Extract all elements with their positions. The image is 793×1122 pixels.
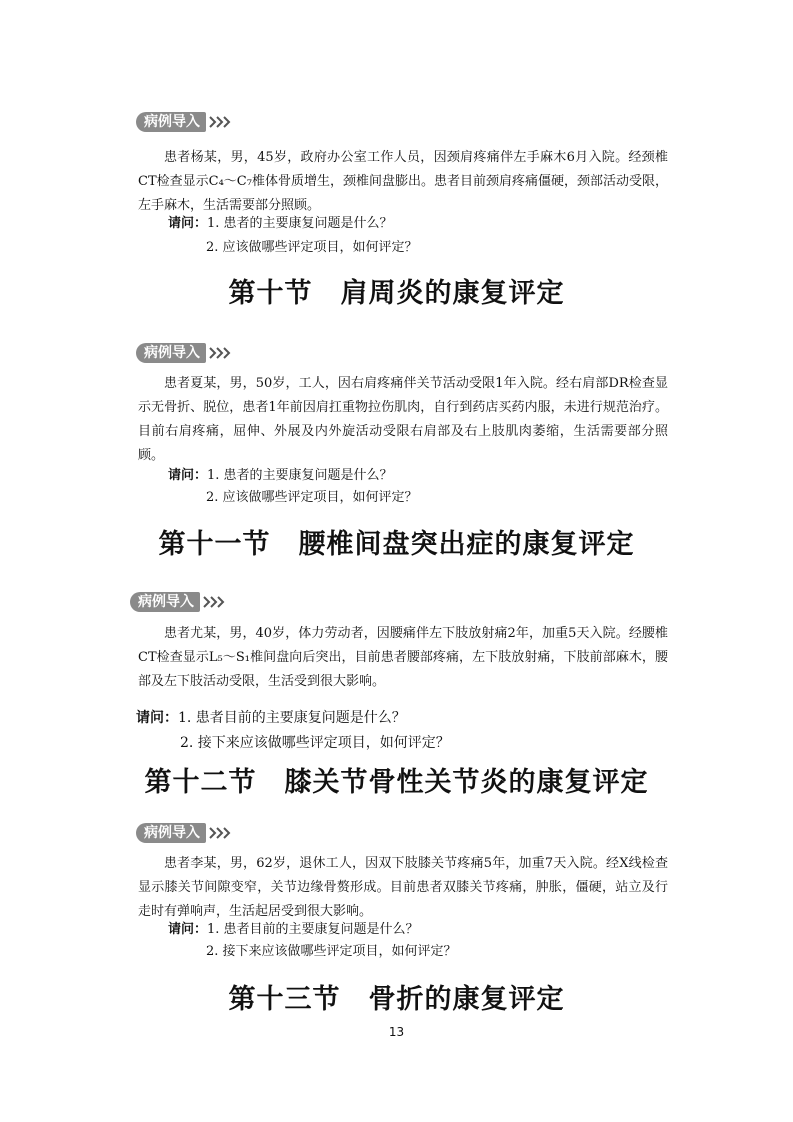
chevron-right-icon: [208, 115, 234, 129]
question-text: 1. 患者的主要康复问题是什么？: [207, 468, 393, 483]
chevron-right-icon: [208, 826, 234, 840]
question-text: 2. 应该做哪些评定项目，如何评定？: [206, 490, 418, 505]
question-text: 2. 接下来应该做哪些评定项目，如何评定？: [180, 735, 450, 751]
question-text: 1. 患者目前的主要康复问题是什么？: [178, 710, 406, 726]
case-intro-badge: [130, 591, 228, 613]
section-heading: [0, 765, 793, 801]
case-intro-badge-label: 病例导入: [136, 823, 206, 843]
question-text: 1. 患者的主要康复问题是什么？: [207, 216, 393, 231]
section-number: 第十二节: [144, 767, 257, 798]
question-2: [206, 486, 418, 510]
case-intro-badge-label: 病例导入: [136, 112, 206, 132]
question-2: [180, 731, 450, 755]
question-1: [136, 706, 406, 730]
case-text: 患者夏某，男，50岁，工人，因右肩疼痛伴关节活动受限1年入院。经右肩部DR检查显示无骨折、脱位，患者1年前因肩扛重物拉伤肌肉，自行到药店买药内服，未进行规范治疗。目前右肩疼痛，屈伸、外展及内外旋活动受限右肩部及右上肢肌肉萎缩，生活需要部分照顾。: [138, 376, 668, 463]
case-intro-badge: [136, 111, 234, 133]
question-2: [206, 236, 418, 260]
section-heading: [0, 276, 793, 312]
question-1: [168, 918, 419, 942]
section-heading: [0, 982, 793, 1018]
chevron-right-icon: [202, 595, 228, 609]
case-intro-badge-label: 病例导入: [130, 592, 200, 612]
page-number: 13: [388, 1025, 405, 1039]
question-1: [168, 464, 393, 488]
case-intro-badge: [136, 822, 234, 844]
question-label: 请问：: [168, 922, 208, 937]
section-title: 骨折的康复评定: [368, 984, 565, 1015]
case-intro-badge-label: 病例导入: [136, 343, 206, 363]
case-text: 患者尤某，男，40岁，体力劳动者，因腰痛伴左下肢放射痛2年，加重5天入院。经腰椎CT检查显示L₅～S₁椎间盘向后突出，目前患者腰部疼痛，左下肢放射痛，下肢前部麻木，腰部及左下肢活动受限，生活受到很大影响。: [138, 626, 668, 689]
section-number: 第十三节: [228, 984, 341, 1015]
question-1: [168, 212, 393, 236]
question-2: [206, 940, 457, 964]
case-text: 患者李某，男，62岁，退休工人，因双下肢膝关节疼痛5年，加重7天入院。经X线检查显示膝关节间隙变窄，关节边缘骨赘形成。目前患者双膝关节疼痛，肿胀，僵硬，站立及行走时有弹响声，生活起居受到很大影响。: [138, 856, 668, 919]
question-text: 1. 患者目前的主要康复问题是什么？: [207, 922, 419, 937]
question-text: 2. 应该做哪些评定项目，如何评定？: [206, 240, 418, 255]
section-number: 第十节: [228, 278, 313, 309]
section-title: 膝关节骨性关节炎的康复评定: [284, 767, 649, 798]
question-label: 请问：: [168, 216, 208, 231]
question-text: 2. 接下来应该做哪些评定项目，如何评定？: [206, 944, 457, 959]
section-title: 肩周炎的康复评定: [340, 278, 565, 309]
chevron-right-icon: [208, 346, 234, 360]
case-intro-badge: [136, 342, 234, 364]
section-heading: [0, 527, 793, 563]
case-text: 患者杨某，男，45岁，政府办公室工作人员，因颈肩疼痛伴左手麻木6月入院。经颈椎CT检查显示C₄～C₇椎体骨质增生，颈椎间盘膨出。患者目前颈肩疼痛僵硬，颈部活动受限，左手麻木，生活需要部分照顾。: [138, 150, 668, 213]
question-label: 请问：: [168, 468, 208, 483]
section-title: 腰椎间盘突出症的康复评定: [298, 529, 635, 560]
section-number: 第十一节: [158, 529, 271, 560]
question-label: 请问：: [136, 710, 178, 726]
